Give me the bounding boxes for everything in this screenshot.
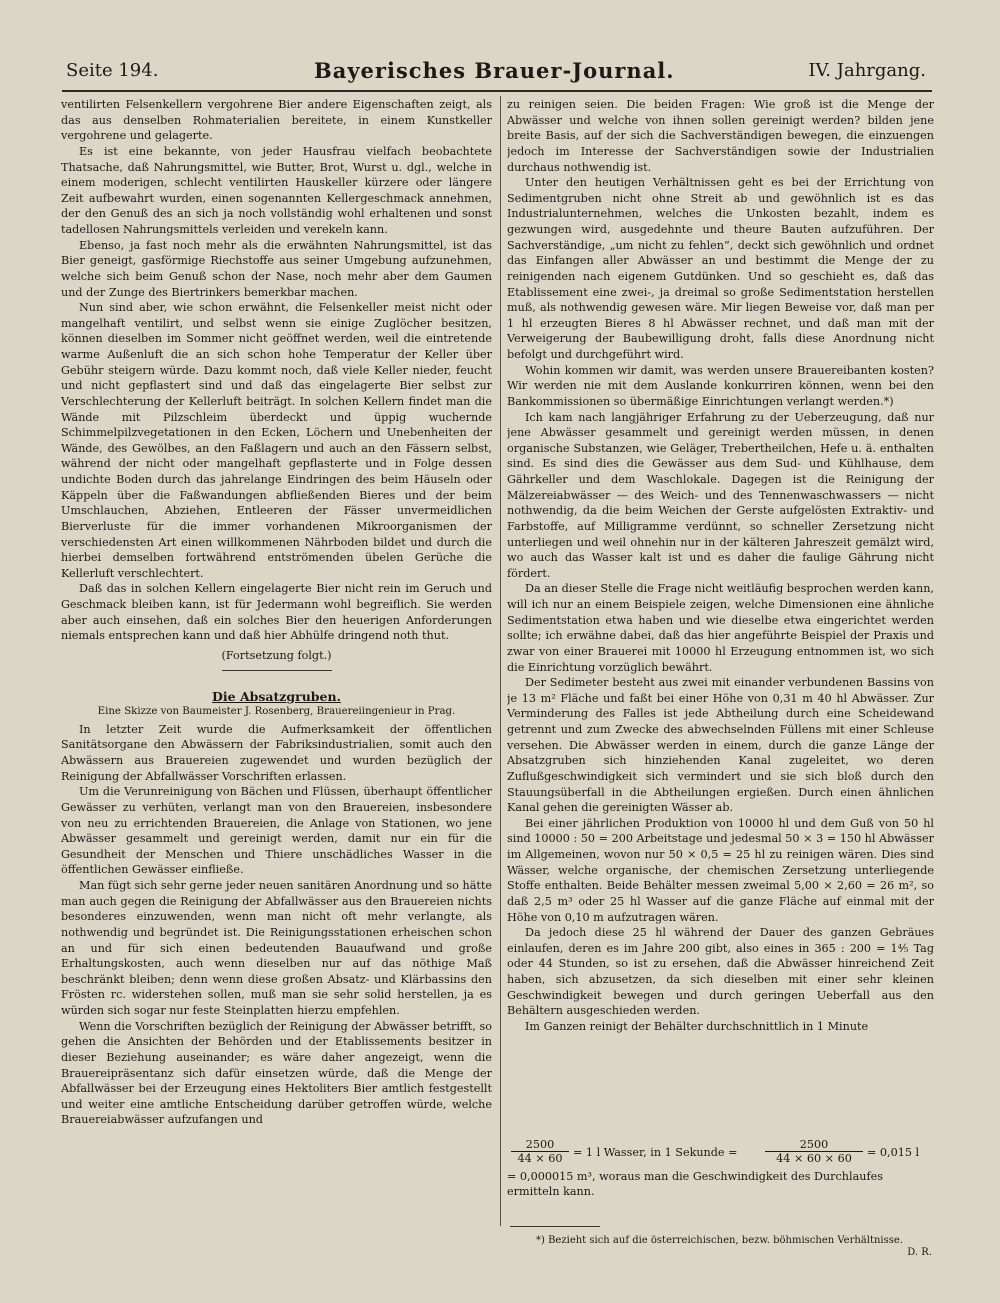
paragraph: Da jedoch diese 25 hl während der Dauer des ganzen Gebräues einlaufen, deren es im Jahre 200 gibt, also eines in 365 : 200 = 1⁴⁄₅ Tag oder 44 Stunden, so ist zu ersehen, daß die Abwässer hinreichend Zeit haben, sich abzusetzen, da sich dieselben mit einer sehr kleinen Geschwindigkeit bewegen und durch geringen Ueberfall aus den Behältern ausgeschieden werden. — [507, 926, 934, 1018]
velocity-formula — [507, 1138, 934, 1198]
page-header — [62, 58, 930, 86]
paragraph: Daß das in solchen Kellern eingelagerte Bier nicht rein im Geruch und Geschmack bleiben kann, ist für Jedermann wohl begreiflich. Sie werden aber auch einsehen, daß ein solches Bier den heuerigen Anforderungen niemals entsprechen kann und daß hier Abhülfe dringend noth thut. — [61, 582, 492, 643]
footnote-signature: D. R. — [907, 1247, 932, 1258]
formula-result: = 0,015 l — [867, 1146, 920, 1159]
fraction-denominator: 44 × 60 — [517, 1152, 563, 1165]
paragraph: Wohin kommen wir damit, was werden unsere Brauereibanten kosten? Wir werden nie mit dem Auslande konkurriren können, wenn bei den Bankommissionen so übermäßige Einrichtungen verlangt werden.*) — [507, 363, 934, 408]
paragraph: Unter den heutigen Verhältnissen geht es bei der Errichtung von Sedimentgruben nicht ohne Streit ab und gewöhnlich ist es das Industrialunternehmen, welches die Unkosten bezahlt, indem es gezwungen wird, ausgedehnte und theure Bauten aufzuführen. Der Sachverständige, „um nicht zu fehlen“, deckt sich gewöhnlich und ordnet das Einfangen aller Abwässer an und bestimmt die Menge der zu reinigenden nach eigenem Gutdünken. Und so geschieht es, daß das Etablissement eine zwei-, ja dreimal so große Sedimentstation herstellen muß, als nothwendig gewesen wäre. Mir liegen Beweise vor, daß man per 1 hl erzeugten Bieres 8 hl Abwässer rechnet, und daß man mit der Verweigerung der Baubewilligung droht, falls diese Anordnung nicht befolgt und durchgeführt wird. — [507, 176, 934, 361]
paragraph: Ich kam nach langjähriger Erfahrung zu der Ueberzeugung, daß nur jene Abwässer gesammelt und gereinigt werden müssen, in denen organische Substanzen, wie Geläger, Trebertheilchen, Hefe u. ä. enthalten sind. Es sind dies die Gewässer aus dem Sud- und Kühlhause, dem Gährkeller und dem Waschlokale. Dagegen ist die Reinigung der Mälzereiabwässer — des Weich- und des Tennenwaschwassers — nicht nothwendig, da die beim Weichen der Gerste aufgelösten Extraktiv- und Farbstoffe, auf Milligramme verdünnt, so schneller Zersetzung nicht unterliegen und weil ohnehin nur in der kälteren Jahreszeit gemälzt wird, wo auch das Wasser kalt ist und es daher die faulige Gährung nicht fördert. — [507, 410, 934, 580]
article-byline: Eine Skizze von Baumeister J. Rosenberg, Brauereiingenieur in Prag. — [97, 706, 456, 718]
paragraph: Da an dieser Stelle die Frage nicht weitläufig besprochen werden kann, will ich nur an einem Beispiele zeigen, welche Dimensionen eine ähnliche Sedimentstation etwa haben und wie dieselbe etwa eingerichtet werden sollte; ich erwähne dabei, daß das hier angeführte Beispiel der Praxis und zwar von einer Brauerei mit 10000 hl Erzeugung entnommen ist, wo sich die Einrichtung vorzüglich bewährt. — [507, 582, 934, 674]
left-column — [61, 97, 492, 1257]
article-separator — [222, 670, 332, 671]
article-title: Die Absatzgruben. — [212, 688, 341, 704]
formula-continuation: = 0,000015 m³, woraus man die Geschwindigkeit des Durchlaufes ermitteln kann. — [507, 1170, 883, 1198]
paragraph: In letzter Zeit wurde die Aufmerksamkeit der öffentlichen Sanitätsorgane den Abwässern der Fabriksindustrialien, somit auch den Abwässern aus Brauereien zugewendet und wurden bezüglich der Reinigung der Abfallwässer Vorschriften erlassen. — [61, 722, 492, 783]
paragraph: zu reinigen seien. Die beiden Fragen: Wie groß ist die Menge der Abwässer und welche von ihnen sollen gereinigt werden? bilden jene breite Basis, auf der sich die Sachverständigen bewegen, die einzuengen jedoch im Interesse der Sachverständigen sowie der Industrialien durchaus nothwendig ist. — [507, 98, 934, 174]
fraction-numerator: 2500 — [765, 1138, 863, 1152]
paragraph: Man fügt sich sehr gerne jeder neuen sanitären Anordnung und so hätte man auch gegen die Reinigung der Abfallwässer aus den Brauereien nichts besonderes einzuwenden, wenn man nicht oft mehr verlangte, als nothwendig und begründet ist. Die Reinigungsstationen erheischen schon an und für sich einen bedeutenden Bauaufwand und große Erhaltungskosten, auch wenn dieselben nur auf das nöthige Maß beschränkt bleiben; denn wenn diese großen Absatz- und Klärbassins den Frösten rc. widerstehen sollen, muß man sie sehr solid herstellen, ja es würden sich sogar nur feste Steinplatten hierzu empfehlen. — [61, 879, 492, 1017]
formula-text: = 1 l Wasser, in 1 Sekunde = — [573, 1146, 738, 1159]
column-divider — [500, 96, 501, 1226]
paragraph: Um die Verunreinigung von Bächen und Flüssen, überhaupt öffentlicher Gewässer zu verhüten, verlangt man von den Brauereien, insbesondere von neu zu errichtenden Brauereien, die Anlage von Stationen, wo jene Abwässer gesammelt und gereinigt werden, damit nur ein für die Gesundheit der Menschen und Thiere unschädliches Wasser in die öffentlichen Gewässer einfließe. — [61, 785, 492, 877]
fraction-denominator: 44 × 60 × 60 — [776, 1152, 852, 1165]
right-column — [507, 97, 934, 1207]
footnote-separator — [510, 1226, 600, 1227]
paragraph: Nun sind aber, wie schon erwähnt, die Felsenkeller meist nicht oder mangelhaft ventilirt, und selbst wenn sie einige Zuglöcher besitzen, können dieselben im Sommer nicht geöffnet werden, weil die eintretende warme Außenluft die an sich schon hohe Temperatur der Keller über Gebühr steigern würde. Dazu kommt noch, daß viele Keller nieder, feucht und nicht gepflastert sind und daß das eingelagerte Bier selbst zur Verschlechterung der Kellerluft beiträgt. In solchen Kellern findet man die Wände mit Pilzschleim überdeckt und üppig wuchernde Schimmelpilzvegetationen in den Ecken, Löchern und Unebenheiten der Wände, des Gewölbes, an den Faßlagern und auch an den Fässern selbst, während der nicht oder mangelhaft gepflasterte und in Folge dessen undichte Boden durch das jahrelange Eindringen des beim Häuseln oder Käppeln über die Faßwandungen abfließenden Bieres und der beim Umschlauchen, Abziehen, Entleeren der Fässer unvermeidlichen Bierverluste für die immer vorhandenen Mikroorganismen der verschiedensten Art einen willkommenen Nährboden bildet und durch die hierbei demselben fortwährend entströmenden übelen Gerüche die Kellerluft verschlechtert. — [61, 301, 492, 580]
footnote: *) Bezieht sich auf die österreichischen, bezw. böhmischen Verhältnisse. — [536, 1235, 903, 1246]
paragraph: Wenn die Vorschriften bezüglich der Reinigung der Abwässer betrifft, so gehen die Ansichten der Behörden und der Etablissements besitzer in dieser Beziehung auseinander; es wäre daher angezeigt, wenn die Brauereipräsentanz sich dafür einsetzen würde, daß die Menge der Abfallwässer bei der Erzeugung eines Hektoliters Bier amtlich festgestellt und weiter eine amtliche Entscheidung darüber getroffen würde, welche Brauereiabwässer aufzufangen und — [61, 1019, 492, 1127]
paragraph: Der Sedimeter besteht aus zwei mit einander verbundenen Bassins von je 13 m² Fläche und faßt bei einer Höhe von 0,31 m 40 hl Abwässer. Zur Verminderung des Falles ist jede Abtheilung durch eine Scheidewand getrennt und zum Zwecke des abwechselnden Füllens mit einer Schleuse versehen. Die Abwässer werden in einem, durch die ganze Länge der Absatzgruben sich hinziehenden Kanal zugeleitet, wo deren Zuflußgeschwindigkeit sich vermindert und sie sich bloß durch den Stauungsüberfall in die Abtheilungen ergießen. Durch einen ähnlichen Kanal gehen die gereinigten Wässer ab. — [507, 676, 934, 815]
paragraph: Bei einer jährlichen Produktion von 10000 hl und dem Guß von 50 hl sind 10000 : 50 = 200 Arbeitstage und jedesmal 50 × 3 = 150 hl Abwässer im Allgemeinen, wovon nur 50 × 0,5 = 25 hl zu reinigen wären. Dies sind Wässer, welche organische, der chemischen Zersetzung unterliegende Stoffe enthalten. Beide Behälter messen zweimal 5,00 × 2,60 = 26 m², so daß 2,5 m³ oder 25 hl Wasser auf die ganze Fläche auf einmal mit der Höhe von 0,10 m aufzutragen wären. — [507, 816, 934, 924]
paragraph: ventilirten Felsenkellern vergohrene Bier andere Eigenschaften zeigt, als das aus denselben Rohmaterialien bereitete, in einem Kunstkeller vergohrene und gelagerte. — [61, 98, 492, 143]
continuation-note: (Fortsetzung folgt.) — [221, 648, 332, 662]
journal-title: Bayerisches Brauer-Journal. — [314, 58, 675, 83]
fraction-per-minute — [511, 1138, 569, 1165]
header-rule — [62, 90, 932, 92]
page-number: Seite 194. — [66, 60, 159, 81]
fraction-per-second — [765, 1138, 863, 1165]
paragraph: Es ist eine bekannte, von jeder Hausfrau vielfach beobachtete Thatsache, daß Nahrungsmittel, wie Butter, Brot, Wurst u. dgl., welche in einem moderigen, schlecht ventilirten Hauskeller kürzere oder längere Zeit aufbewahrt wurden, einen sogenannten Kellergeschmack annehmen, der den Genuß des an sich ja noch vollständig wohl erhaltenen und sonst tadellosen Nahrungsmittels verleiden und verekeln kann. — [61, 144, 492, 236]
paragraph: Im Ganzen reinigt der Behälter durchschnittlich in 1 Minute — [525, 1019, 869, 1033]
fraction-numerator: 2500 — [511, 1138, 569, 1152]
paragraph: Ebenso, ja fast noch mehr als die erwähnten Nahrungsmittel, ist das Bier geneigt, gasförmige Riechstoffe aus seiner Umgebung aufzunehmen, welche sich beim Genuß schon der Nase, noch mehr aber dem Gaumen und der Zunge des Biertrinkers bemerkbar machen. — [61, 238, 492, 299]
volume-label: IV. Jahrgang. — [808, 60, 926, 81]
